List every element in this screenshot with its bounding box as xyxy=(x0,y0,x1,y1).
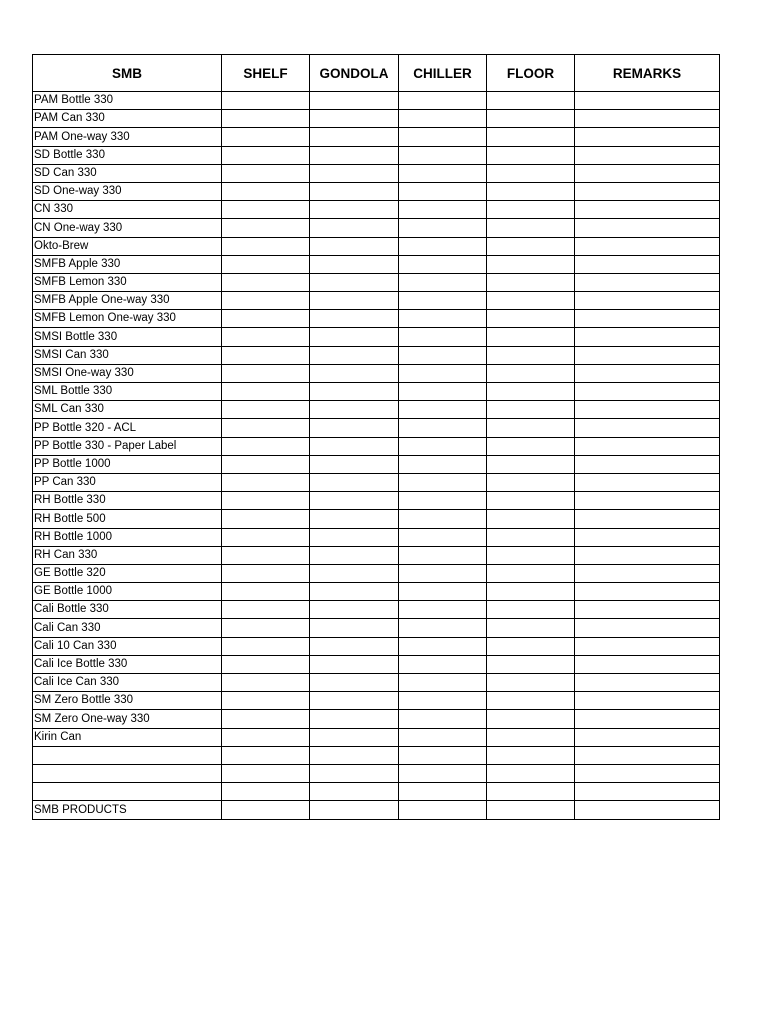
product-name-cell: SM Zero Bottle 330 xyxy=(33,692,222,710)
chiller-cell[interactable] xyxy=(399,182,487,200)
gondola-cell[interactable] xyxy=(310,201,399,219)
gondola-cell[interactable] xyxy=(310,146,399,164)
chiller-cell[interactable] xyxy=(399,692,487,710)
product-name-cell: RH Can 330 xyxy=(33,546,222,564)
gondola-cell[interactable] xyxy=(310,764,399,782)
table-row xyxy=(33,310,720,328)
chiller-cell[interactable] xyxy=(399,419,487,437)
product-name-cell: Okto-Brew xyxy=(33,237,222,255)
remarks-cell[interactable] xyxy=(575,674,720,692)
floor-cell[interactable] xyxy=(487,473,575,491)
table-row xyxy=(33,619,720,637)
table-row xyxy=(33,328,720,346)
gondola-cell[interactable] xyxy=(310,455,399,473)
gondola-cell[interactable] xyxy=(310,746,399,764)
product-name-cell: RH Bottle 1000 xyxy=(33,528,222,546)
shelf-cell[interactable] xyxy=(222,273,310,291)
remarks-cell[interactable] xyxy=(575,764,720,782)
product-name-cell: SD One-way 330 xyxy=(33,182,222,200)
remarks-cell[interactable] xyxy=(575,201,720,219)
product-name-cell: PP Bottle 320 - ACL xyxy=(33,419,222,437)
remarks-cell[interactable] xyxy=(575,164,720,182)
shelf-cell[interactable] xyxy=(222,601,310,619)
product-name-cell: SD Bottle 330 xyxy=(33,146,222,164)
remarks-cell[interactable] xyxy=(575,310,720,328)
table-row xyxy=(33,764,720,782)
chiller-cell[interactable] xyxy=(399,492,487,510)
product-name-cell: PP Bottle 330 - Paper Label xyxy=(33,437,222,455)
remarks-cell[interactable] xyxy=(575,364,720,382)
chiller-cell[interactable] xyxy=(399,619,487,637)
floor-cell[interactable] xyxy=(487,346,575,364)
shelf-cell[interactable] xyxy=(222,182,310,200)
chiller-cell[interactable] xyxy=(399,455,487,473)
table-row xyxy=(33,655,720,673)
table-row xyxy=(33,273,720,291)
floor-cell[interactable] xyxy=(487,292,575,310)
gondola-cell[interactable] xyxy=(310,674,399,692)
table-row xyxy=(33,364,720,382)
table-row xyxy=(33,383,720,401)
gondola-cell[interactable] xyxy=(310,328,399,346)
floor-cell[interactable] xyxy=(487,437,575,455)
table-row xyxy=(33,674,720,692)
chiller-cell[interactable] xyxy=(399,783,487,801)
chiller-cell[interactable] xyxy=(399,710,487,728)
table-row xyxy=(33,492,720,510)
floor-cell[interactable] xyxy=(487,219,575,237)
gondola-cell[interactable] xyxy=(310,546,399,564)
shelf-cell[interactable] xyxy=(222,146,310,164)
shelf-cell[interactable] xyxy=(222,546,310,564)
remarks-cell[interactable] xyxy=(575,728,720,746)
floor-cell[interactable] xyxy=(487,619,575,637)
floor-cell[interactable] xyxy=(487,692,575,710)
floor-cell[interactable] xyxy=(487,546,575,564)
table-row xyxy=(33,437,720,455)
floor-cell[interactable] xyxy=(487,728,575,746)
product-name-cell: SML Bottle 330 xyxy=(33,383,222,401)
product-name-cell: SMFB Lemon 330 xyxy=(33,273,222,291)
gondola-cell[interactable] xyxy=(310,655,399,673)
table-row xyxy=(33,710,720,728)
gondola-cell[interactable] xyxy=(310,619,399,637)
floor-cell[interactable] xyxy=(487,783,575,801)
gondola-cell[interactable] xyxy=(310,237,399,255)
chiller-cell[interactable] xyxy=(399,92,487,110)
header-gondola: GONDOLA xyxy=(310,55,399,92)
floor-cell[interactable] xyxy=(487,237,575,255)
shelf-cell[interactable] xyxy=(222,164,310,182)
floor-cell[interactable] xyxy=(487,764,575,782)
product-name-cell: SMB PRODUCTS xyxy=(33,801,222,819)
gondola-cell[interactable] xyxy=(310,710,399,728)
product-name-cell: SML Can 330 xyxy=(33,401,222,419)
table-row xyxy=(33,692,720,710)
product-name-cell: PP Bottle 1000 xyxy=(33,455,222,473)
product-name-cell: Kirin Can xyxy=(33,728,222,746)
table-row xyxy=(33,92,720,110)
shelf-cell[interactable] xyxy=(222,346,310,364)
remarks-cell[interactable] xyxy=(575,346,720,364)
remarks-cell[interactable] xyxy=(575,182,720,200)
shelf-cell[interactable] xyxy=(222,746,310,764)
chiller-cell[interactable] xyxy=(399,728,487,746)
remarks-cell[interactable] xyxy=(575,219,720,237)
gondola-cell[interactable] xyxy=(310,473,399,491)
gondola-cell[interactable] xyxy=(310,510,399,528)
product-name-cell: RH Bottle 500 xyxy=(33,510,222,528)
table-row xyxy=(33,419,720,437)
remarks-cell[interactable] xyxy=(575,783,720,801)
table-row xyxy=(33,455,720,473)
gondola-cell[interactable] xyxy=(310,528,399,546)
gondola-cell[interactable] xyxy=(310,692,399,710)
product-name-cell: RH Bottle 330 xyxy=(33,492,222,510)
table-row xyxy=(33,601,720,619)
product-name-cell xyxy=(33,746,222,764)
shelf-cell[interactable] xyxy=(222,201,310,219)
floor-cell[interactable] xyxy=(487,383,575,401)
chiller-cell[interactable] xyxy=(399,292,487,310)
remarks-cell[interactable] xyxy=(575,692,720,710)
gondola-cell[interactable] xyxy=(310,801,399,819)
table-row xyxy=(33,110,720,128)
shelf-cell[interactable] xyxy=(222,710,310,728)
floor-cell[interactable] xyxy=(487,528,575,546)
gondola-cell[interactable] xyxy=(310,219,399,237)
table-row xyxy=(33,473,720,491)
remarks-cell[interactable] xyxy=(575,528,720,546)
shelf-cell[interactable] xyxy=(222,473,310,491)
table-row xyxy=(33,746,720,764)
floor-cell[interactable] xyxy=(487,310,575,328)
chiller-cell[interactable] xyxy=(399,164,487,182)
product-name-cell: Cali Can 330 xyxy=(33,619,222,637)
gondola-cell[interactable] xyxy=(310,583,399,601)
shelf-cell[interactable] xyxy=(222,237,310,255)
header-floor: FLOOR xyxy=(487,55,575,92)
floor-cell[interactable] xyxy=(487,146,575,164)
product-name-cell: CN One-way 330 xyxy=(33,219,222,237)
floor-cell[interactable] xyxy=(487,419,575,437)
chiller-cell[interactable] xyxy=(399,237,487,255)
header-smb: SMB xyxy=(33,55,222,92)
floor-cell[interactable] xyxy=(487,710,575,728)
product-name-cell: SMFB Apple 330 xyxy=(33,255,222,273)
floor-cell[interactable] xyxy=(487,746,575,764)
product-name-cell: SMFB Lemon One-way 330 xyxy=(33,310,222,328)
chiller-cell[interactable] xyxy=(399,510,487,528)
remarks-cell[interactable] xyxy=(575,455,720,473)
remarks-cell[interactable] xyxy=(575,92,720,110)
shelf-cell[interactable] xyxy=(222,801,310,819)
header-shelf: SHELF xyxy=(222,55,310,92)
floor-cell[interactable] xyxy=(487,110,575,128)
floor-cell[interactable] xyxy=(487,492,575,510)
shelf-cell[interactable] xyxy=(222,419,310,437)
floor-cell[interactable] xyxy=(487,273,575,291)
floor-cell[interactable] xyxy=(487,255,575,273)
shelf-cell[interactable] xyxy=(222,510,310,528)
remarks-cell[interactable] xyxy=(575,510,720,528)
gondola-cell[interactable] xyxy=(310,728,399,746)
table-row xyxy=(33,801,720,819)
gondola-cell[interactable] xyxy=(310,128,399,146)
chiller-cell[interactable] xyxy=(399,583,487,601)
table-row xyxy=(33,783,720,801)
remarks-cell[interactable] xyxy=(575,655,720,673)
chiller-cell[interactable] xyxy=(399,401,487,419)
shelf-cell[interactable] xyxy=(222,110,310,128)
gondola-cell[interactable] xyxy=(310,601,399,619)
header-remarks: REMARKS xyxy=(575,55,720,92)
gondola-cell[interactable] xyxy=(310,292,399,310)
remarks-cell[interactable] xyxy=(575,237,720,255)
shelf-cell[interactable] xyxy=(222,583,310,601)
table-row xyxy=(33,546,720,564)
chiller-cell[interactable] xyxy=(399,528,487,546)
remarks-cell[interactable] xyxy=(575,564,720,582)
chiller-cell[interactable] xyxy=(399,764,487,782)
product-name-cell: SMFB Apple One-way 330 xyxy=(33,292,222,310)
remarks-cell[interactable] xyxy=(575,710,720,728)
chiller-cell[interactable] xyxy=(399,801,487,819)
floor-cell[interactable] xyxy=(487,92,575,110)
gondola-cell[interactable] xyxy=(310,492,399,510)
gondola-cell[interactable] xyxy=(310,182,399,200)
remarks-cell[interactable] xyxy=(575,437,720,455)
shelf-cell[interactable] xyxy=(222,728,310,746)
remarks-cell[interactable] xyxy=(575,619,720,637)
floor-cell[interactable] xyxy=(487,328,575,346)
shelf-cell[interactable] xyxy=(222,674,310,692)
shelf-cell[interactable] xyxy=(222,655,310,673)
gondola-cell[interactable] xyxy=(310,783,399,801)
product-name-cell: PP Can 330 xyxy=(33,473,222,491)
table-row xyxy=(33,583,720,601)
product-name-cell: SMSI One-way 330 xyxy=(33,364,222,382)
table-row xyxy=(33,128,720,146)
shelf-cell[interactable] xyxy=(222,292,310,310)
gondola-cell[interactable] xyxy=(310,437,399,455)
floor-cell[interactable] xyxy=(487,510,575,528)
table-row xyxy=(33,292,720,310)
smb-inventory-table xyxy=(32,54,720,820)
product-name-cell: CN 330 xyxy=(33,201,222,219)
product-name-cell: SMSI Bottle 330 xyxy=(33,328,222,346)
shelf-cell[interactable] xyxy=(222,783,310,801)
chiller-cell[interactable] xyxy=(399,128,487,146)
header-chiller: CHILLER xyxy=(399,55,487,92)
chiller-cell[interactable] xyxy=(399,383,487,401)
gondola-cell[interactable] xyxy=(310,419,399,437)
table-row xyxy=(33,255,720,273)
remarks-cell[interactable] xyxy=(575,401,720,419)
shelf-cell[interactable] xyxy=(222,364,310,382)
remarks-cell[interactable] xyxy=(575,255,720,273)
shelf-cell[interactable] xyxy=(222,692,310,710)
shelf-cell[interactable] xyxy=(222,528,310,546)
chiller-cell[interactable] xyxy=(399,601,487,619)
shelf-cell[interactable] xyxy=(222,437,310,455)
chiller-cell[interactable] xyxy=(399,219,487,237)
product-name-cell: Cali Ice Bottle 330 xyxy=(33,655,222,673)
floor-cell[interactable] xyxy=(487,583,575,601)
chiller-cell[interactable] xyxy=(399,346,487,364)
gondola-cell[interactable] xyxy=(310,273,399,291)
header-row xyxy=(33,55,720,92)
remarks-cell[interactable] xyxy=(575,383,720,401)
floor-cell[interactable] xyxy=(487,201,575,219)
gondola-cell[interactable] xyxy=(310,92,399,110)
table-row xyxy=(33,528,720,546)
shelf-cell[interactable] xyxy=(222,455,310,473)
chiller-cell[interactable] xyxy=(399,146,487,164)
table-row xyxy=(33,201,720,219)
shelf-cell[interactable] xyxy=(222,128,310,146)
remarks-cell[interactable] xyxy=(575,601,720,619)
remarks-cell[interactable] xyxy=(575,128,720,146)
chiller-cell[interactable] xyxy=(399,201,487,219)
shelf-cell[interactable] xyxy=(222,619,310,637)
product-name-cell xyxy=(33,783,222,801)
product-name-cell: PAM Bottle 330 xyxy=(33,92,222,110)
table-row xyxy=(33,146,720,164)
table-row xyxy=(33,219,720,237)
chiller-cell[interactable] xyxy=(399,655,487,673)
floor-cell[interactable] xyxy=(487,364,575,382)
gondola-cell[interactable] xyxy=(310,164,399,182)
remarks-cell[interactable] xyxy=(575,292,720,310)
shelf-cell[interactable] xyxy=(222,492,310,510)
chiller-cell[interactable] xyxy=(399,255,487,273)
chiller-cell[interactable] xyxy=(399,564,487,582)
gondola-cell[interactable] xyxy=(310,364,399,382)
floor-cell[interactable] xyxy=(487,801,575,819)
floor-cell[interactable] xyxy=(487,164,575,182)
chiller-cell[interactable] xyxy=(399,310,487,328)
product-name-cell: PAM Can 330 xyxy=(33,110,222,128)
chiller-cell[interactable] xyxy=(399,746,487,764)
product-name-cell: GE Bottle 1000 xyxy=(33,583,222,601)
table-row xyxy=(33,401,720,419)
floor-cell[interactable] xyxy=(487,564,575,582)
table-row xyxy=(33,510,720,528)
shelf-cell[interactable] xyxy=(222,310,310,328)
remarks-cell[interactable] xyxy=(575,110,720,128)
table-row xyxy=(33,728,720,746)
floor-cell[interactable] xyxy=(487,455,575,473)
gondola-cell[interactable] xyxy=(310,401,399,419)
floor-cell[interactable] xyxy=(487,637,575,655)
shelf-cell[interactable] xyxy=(222,401,310,419)
table-row xyxy=(33,564,720,582)
floor-cell[interactable] xyxy=(487,655,575,673)
table-row xyxy=(33,637,720,655)
remarks-cell[interactable] xyxy=(575,801,720,819)
product-name-cell: SD Can 330 xyxy=(33,164,222,182)
shelf-cell[interactable] xyxy=(222,564,310,582)
gondola-cell[interactable] xyxy=(310,383,399,401)
remarks-cell[interactable] xyxy=(575,328,720,346)
gondola-cell[interactable] xyxy=(310,564,399,582)
table-row xyxy=(33,164,720,182)
remarks-cell[interactable] xyxy=(575,273,720,291)
gondola-cell[interactable] xyxy=(310,255,399,273)
chiller-cell[interactable] xyxy=(399,273,487,291)
remarks-cell[interactable] xyxy=(575,492,720,510)
product-name-cell: SMSI Can 330 xyxy=(33,346,222,364)
remarks-cell[interactable] xyxy=(575,546,720,564)
product-name-cell: Cali Bottle 330 xyxy=(33,601,222,619)
chiller-cell[interactable] xyxy=(399,637,487,655)
chiller-cell[interactable] xyxy=(399,437,487,455)
chiller-cell[interactable] xyxy=(399,364,487,382)
chiller-cell[interactable] xyxy=(399,473,487,491)
floor-cell[interactable] xyxy=(487,182,575,200)
remarks-cell[interactable] xyxy=(575,419,720,437)
remarks-cell[interactable] xyxy=(575,146,720,164)
product-name-cell: PAM One-way 330 xyxy=(33,128,222,146)
table-row xyxy=(33,182,720,200)
shelf-cell[interactable] xyxy=(222,219,310,237)
remarks-cell[interactable] xyxy=(575,746,720,764)
chiller-cell[interactable] xyxy=(399,110,487,128)
shelf-cell[interactable] xyxy=(222,328,310,346)
table-row xyxy=(33,346,720,364)
shelf-cell[interactable] xyxy=(222,764,310,782)
floor-cell[interactable] xyxy=(487,601,575,619)
gondola-cell[interactable] xyxy=(310,110,399,128)
gondola-cell[interactable] xyxy=(310,310,399,328)
shelf-cell[interactable] xyxy=(222,92,310,110)
product-name-cell xyxy=(33,764,222,782)
table-body xyxy=(33,92,720,820)
product-name-cell: GE Bottle 320 xyxy=(33,564,222,582)
shelf-cell[interactable] xyxy=(222,255,310,273)
shelf-cell[interactable] xyxy=(222,383,310,401)
floor-cell[interactable] xyxy=(487,674,575,692)
product-name-cell: SM Zero One-way 330 xyxy=(33,710,222,728)
remarks-cell[interactable] xyxy=(575,637,720,655)
chiller-cell[interactable] xyxy=(399,674,487,692)
table-row xyxy=(33,237,720,255)
remarks-cell[interactable] xyxy=(575,583,720,601)
shelf-cell[interactable] xyxy=(222,637,310,655)
chiller-cell[interactable] xyxy=(399,328,487,346)
gondola-cell[interactable] xyxy=(310,346,399,364)
floor-cell[interactable] xyxy=(487,401,575,419)
chiller-cell[interactable] xyxy=(399,546,487,564)
gondola-cell[interactable] xyxy=(310,637,399,655)
remarks-cell[interactable] xyxy=(575,473,720,491)
floor-cell[interactable] xyxy=(487,128,575,146)
product-name-cell: Cali Ice Can 330 xyxy=(33,674,222,692)
product-name-cell: Cali 10 Can 330 xyxy=(33,637,222,655)
